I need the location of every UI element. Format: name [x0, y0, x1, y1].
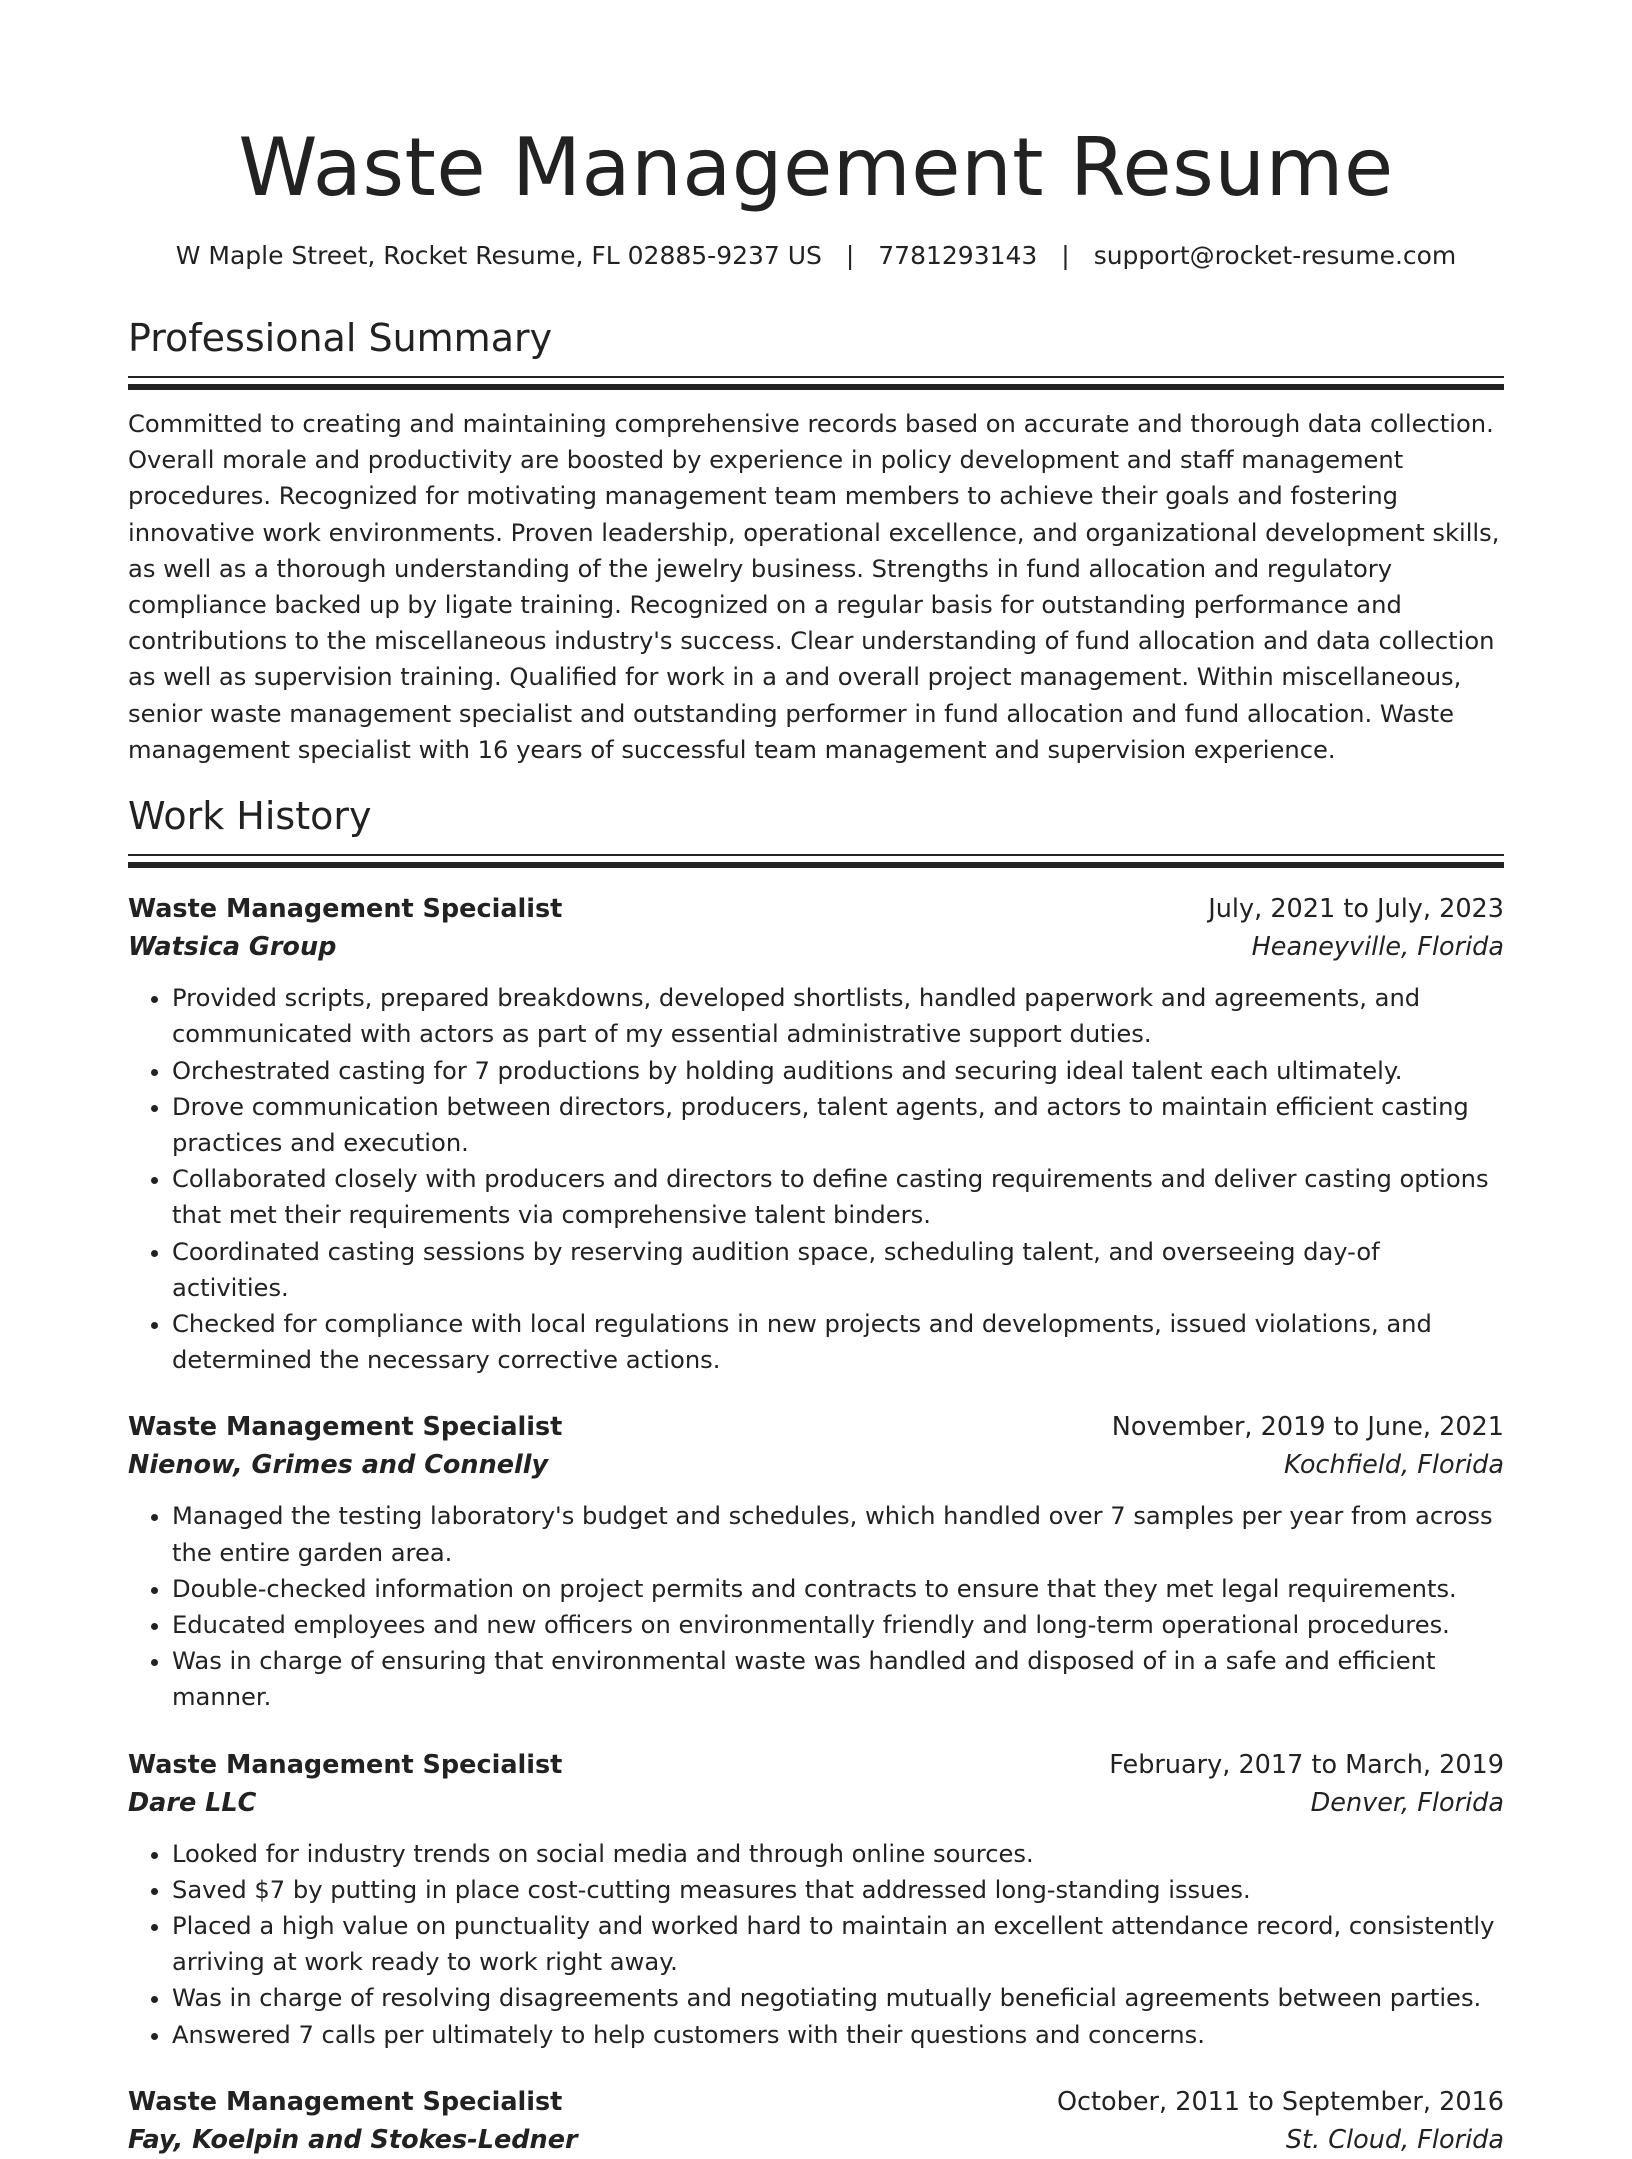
job-company: Fay, Koelpin and Stokes-Ledner [128, 2124, 578, 2155]
job-dates: October, 2011 to September, 2016 [1056, 2086, 1504, 2117]
contact-email: support@rocket-resume.com [1093, 241, 1457, 270]
contact-separator: | [1061, 241, 1070, 270]
job-title: Waste Management Specialist [128, 1412, 563, 1443]
job-location: St. Cloud, Florida [1285, 2124, 1504, 2155]
job-dates: February, 2017 to March, 2019 [1109, 1749, 1504, 1780]
section-rule-thick [128, 862, 1504, 868]
job-bullet: • Managed the testing laboratory's budget and schedules, which handled over 7 samples per year from across the entire garden area. [172, 1498, 1504, 1570]
job-entry [128, 1408, 1504, 1715]
job-company-row [128, 1784, 1504, 1822]
job-entry [128, 2083, 1504, 2159]
job-location: Heaneyville, Florida [1251, 932, 1504, 963]
job-bullet: • Was in charge of resolving disagreements and negotiating mutually beneficial agreements between parties. [172, 1980, 1504, 2016]
job-bullet: • Drove communication between directors, producers, talent agents, and actors to maintain efficient casting practices and execution. [172, 1089, 1504, 1161]
job-company-row [128, 1446, 1504, 1484]
job-company-row [128, 2121, 1504, 2159]
section-rule-thin [128, 854, 1504, 856]
job-bullet: • Provided scripts, prepared breakdowns, developed shortlists, handled paperwork and agreements, and communicated with actors as part of my essential administrative support duties. [172, 980, 1504, 1052]
job-entry [128, 1746, 1504, 2053]
job-dates: November, 2019 to June, 2021 [1111, 1412, 1504, 1443]
job-header-row [128, 2083, 1504, 2121]
section-heading-summary: Professional Summary [128, 316, 553, 360]
job-bullet: • Saved $7 by putting in place cost-cutting measures that addressed long-standing issues. [172, 1872, 1504, 1908]
job-bullet-list [128, 1836, 1504, 2053]
job-company: Watsica Group [128, 932, 337, 963]
job-location: Kochfield, Florida [1284, 1450, 1504, 1481]
section-rule-thin [128, 376, 1504, 378]
job-header-row [128, 1746, 1504, 1784]
job-list [128, 890, 1504, 2159]
job-company: Nienow, Grimes and Connelly [128, 1450, 549, 1481]
job-bullet-list [128, 1498, 1504, 1715]
job-bullet: • Coordinated casting sessions by reserving audition space, scheduling talent, and overseeing day-of activities. [172, 1234, 1504, 1306]
job-company: Dare LLC [128, 1787, 257, 1818]
job-title: Waste Management Specialist [128, 894, 563, 925]
section-rule-thick [128, 384, 1504, 390]
job-dates: July, 2021 to July, 2023 [1208, 894, 1504, 925]
job-entry [128, 890, 1504, 1378]
job-title: Waste Management Specialist [128, 1749, 563, 1780]
summary-text: Committed to creating and maintaining comprehensive records based on accurate and thorough data collection. Overall morale and productivity are boosted by experience in policy development and staff management procedures. Recognized for motivating management team members to achieve their goals and fostering innovative work environments. Proven leadership, operational excellence, and organizational development skills, as well as a thorough understanding of the jewelry business. Strengths in fund allocation and regulatory compliance backed up by ligate training. Recognized on a regular basis for outstanding performance and contributions to the miscellaneous industry's success. Clear understanding of fund allocation and data collection as well as supervision training. Qualified for work in a and overall project management. Within miscellaneous, senior waste management specialist and outstanding performer in fund allocation and fund allocation. Waste management specialist with 16 years of successful team management and supervision experience. [128, 410, 1500, 764]
job-bullet: • Educated employees and new officers on environmentally friendly and long-term operational procedures. [172, 1607, 1504, 1643]
job-bullet: • Collaborated closely with producers and directors to define casting requirements and deliver casting options that met their requirements via comprehensive talent binders. [172, 1161, 1504, 1233]
job-header-row [128, 1408, 1504, 1446]
professional-summary-section [128, 314, 1504, 768]
contact-phone: 7781293143 [878, 241, 1038, 270]
contact-line [128, 240, 1504, 272]
job-header-row [128, 890, 1504, 928]
job-location: Denver, Florida [1310, 1787, 1504, 1818]
job-bullet: • Looked for industry trends on social media and through online sources. [172, 1836, 1504, 1872]
job-bullet: • Double-checked information on project permits and contracts to ensure that they met legal requirements. [172, 1571, 1504, 1607]
job-company-row [128, 928, 1504, 966]
job-bullet: • Placed a high value on punctuality and worked hard to maintain an excellent attendance record, consistently arriving at work ready to work right away. [172, 1908, 1504, 1980]
contact-separator: | [845, 241, 855, 270]
job-bullet: • Checked for compliance with local regulations in new projects and developments, issued violations, and determined the necessary corrective actions. [172, 1306, 1504, 1378]
job-bullet: • Was in charge of ensuring that environmental waste was handled and disposed of in a safe and efficient manner. [172, 1643, 1504, 1715]
job-title: Waste Management Specialist [128, 2086, 563, 2117]
contact-address: W Maple Street, Rocket Resume, FL 02885-9237 US [175, 241, 822, 270]
section-heading-work: Work History [128, 794, 372, 839]
job-bullet-list [128, 980, 1504, 1378]
job-bullet: • Orchestrated casting for 7 productions by holding auditions and securing ideal talent each ultimately. [172, 1053, 1504, 1089]
job-bullet: • Answered 7 calls per ultimately to help customers with their questions and concerns. [172, 2017, 1504, 2053]
resume-title: Waste Management Resume [238, 121, 1394, 214]
work-history-section [128, 792, 1504, 2159]
